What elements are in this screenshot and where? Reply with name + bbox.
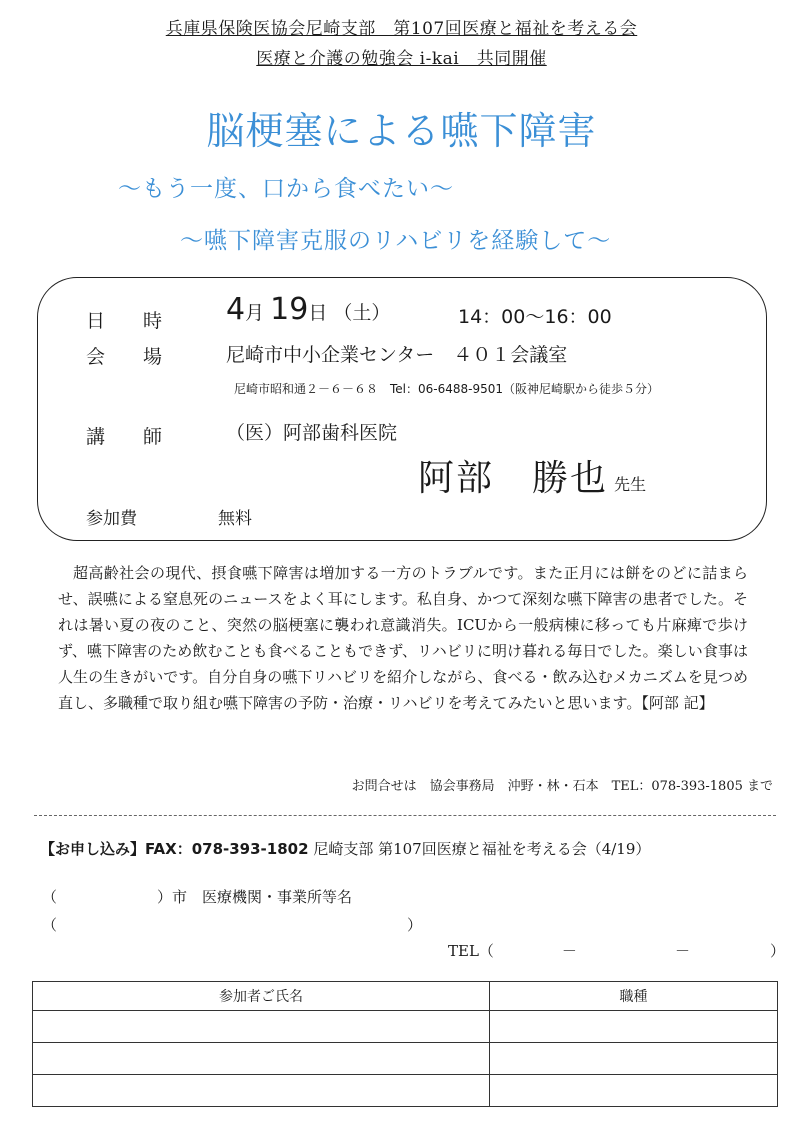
participant-table xyxy=(32,981,778,1107)
description-text: 超高齢社会の現代、摂食嚥下障害は増加する一方のトラブルです。また正月には餅をのどに詰まらせ、誤嚥による窒息死のニュースをよく耳にします。私自身、かつて深刻な嚥下障害の患者でした。それは暑い夏の夜のこと、突然の脳梗塞に襲われ意識消失。ICUから一般病棟に移っても片麻痺で歩けず、嚥下障害のため飲むことも食べることもできず、リハビリに明け暮れる毎日でした。楽しい食事は人生の生きがいです。自分自身の嚥下リハビリを紹介しながら、食べる・飲み込むメカニズムを見つめ直し、多職種で取り組む嚥下障害の予防・治療・リハビリを考えてみたいと思います。【阿部 記】 xyxy=(58,564,748,712)
participant-name-cell[interactable] xyxy=(33,1011,490,1043)
event-title: 脳梗塞による嚥下障害 xyxy=(206,109,597,153)
event-details-box xyxy=(37,277,767,541)
city-and-organization-field[interactable]: （ ）市 医療機関・事業所等名 xyxy=(42,888,353,906)
occupation-header: 職種 xyxy=(490,982,778,1011)
table-row xyxy=(33,1075,778,1107)
tel-field[interactable]: TEL（ － － ） xyxy=(448,942,785,960)
venue: 尼崎市中小企業センター ４０１会議室 xyxy=(226,344,568,366)
venue-address: 尼崎市昭和通２－６－６８ Tel：06-6488-9501（阪神尼崎駅から徒歩５分） xyxy=(234,382,660,396)
header-line-1: 兵庫県保険医協会尼崎支部 第107回医療と福祉を考える会 xyxy=(165,19,638,39)
lecturer-name: 阿部 勝也 先生 xyxy=(418,458,647,499)
occupation-cell[interactable] xyxy=(490,1043,778,1075)
participant-name-header: 参加者ご氏名 xyxy=(33,982,490,1011)
venue-label: 会 場 xyxy=(86,346,163,368)
date-label: 日 時 xyxy=(86,310,163,332)
participant-name-cell[interactable] xyxy=(33,1075,490,1107)
application-header: 【お申し込み】FAX：078-393-1802 尼崎支部 第107回医療と福祉を考える会（4/19） xyxy=(40,840,651,858)
occupation-cell[interactable] xyxy=(490,1075,778,1107)
fee-label: 参加費 xyxy=(86,509,137,529)
header-line-2: 医療と介護の勉強会 i-kai 共同開催 xyxy=(256,49,547,69)
organization-name-field[interactable]: （ ） xyxy=(42,916,423,934)
event-time: 14：00～16：00 xyxy=(458,306,612,328)
inquiry-contact: お問合せは 協会事務局 沖野・林・石本 TEL：078-393-1805 まで xyxy=(351,779,773,794)
event-subtitle-1: ～もう一度、口から食べたい～ xyxy=(118,176,454,202)
clinic-name: （医）阿部歯科医院 xyxy=(226,422,398,444)
table-row xyxy=(33,1043,778,1075)
occupation-cell[interactable] xyxy=(490,1011,778,1043)
table-row xyxy=(33,1011,778,1043)
fee: 無料 xyxy=(218,509,252,529)
event-subtitle-2: ～嚥下障害克服のリハビリを経験して～ xyxy=(180,228,612,254)
lecturer-label: 講 師 xyxy=(86,426,163,448)
participant-name-cell[interactable] xyxy=(33,1043,490,1075)
cut-line xyxy=(34,815,776,816)
event-date: 4月 19日 （土） xyxy=(226,292,391,327)
